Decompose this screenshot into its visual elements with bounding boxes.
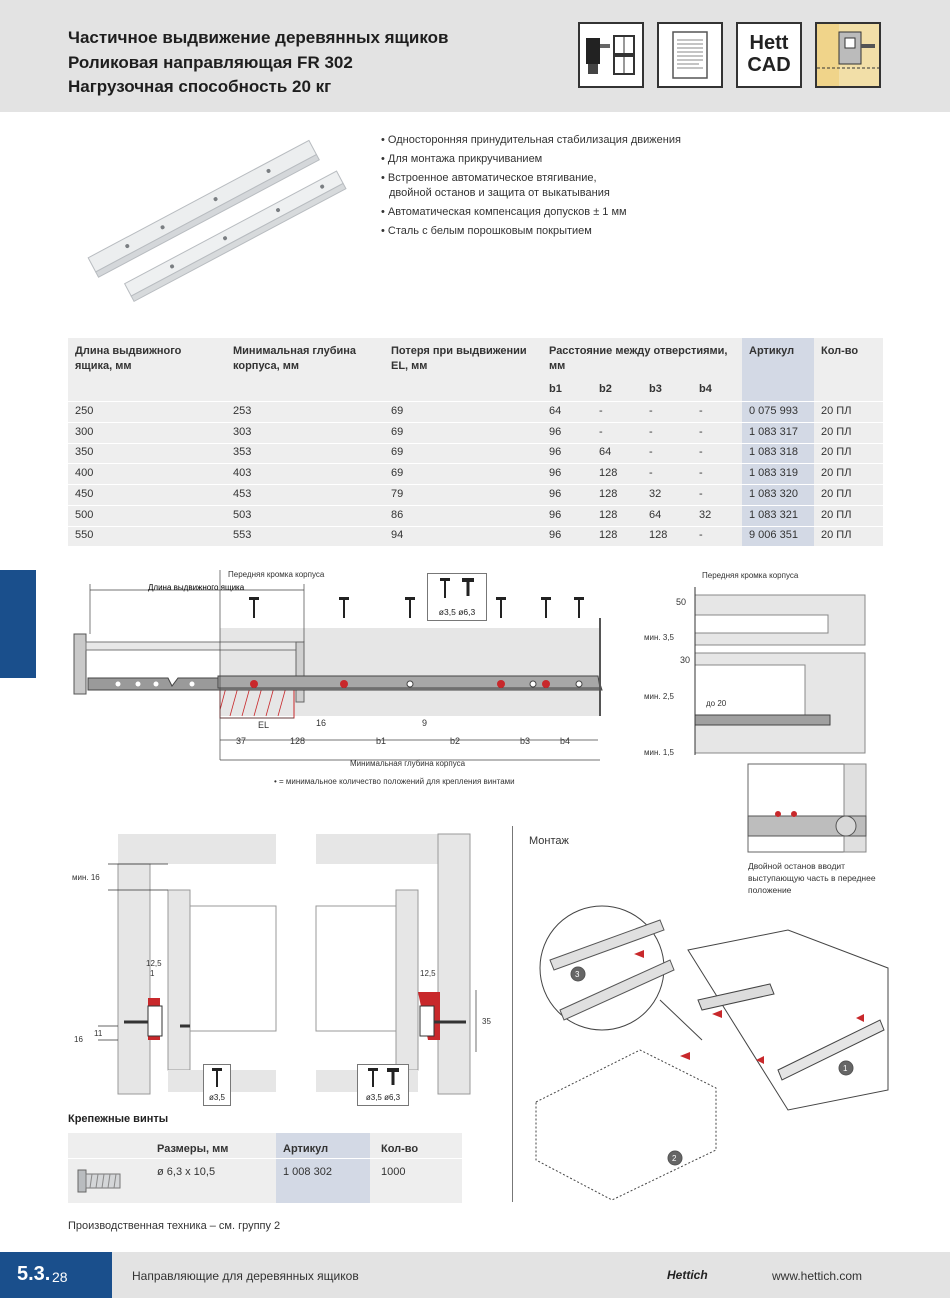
mounting-title: Монтаж xyxy=(529,835,569,847)
cell-loss: 79 xyxy=(391,487,404,500)
table-rule xyxy=(68,401,883,402)
cell-b4: - xyxy=(699,446,703,459)
dim-b2: b2 xyxy=(450,736,461,746)
cell-min-depth: 453 xyxy=(233,487,252,500)
screw-size-small: ø3,5 xyxy=(438,607,456,617)
screw-size-large: ø6,3 xyxy=(458,607,476,617)
dim-left-12-5: 12,5 xyxy=(146,959,162,968)
cell-min-depth: 303 xyxy=(233,425,252,438)
runner-photo xyxy=(70,135,360,325)
cell-length: 500 xyxy=(75,508,94,521)
page-number: 5.3. xyxy=(17,1263,51,1285)
dim-min-3-5: мин. 3,5 xyxy=(644,633,674,642)
dim-min-2-5: мин. 2,5 xyxy=(644,692,674,701)
cell-loss: 69 xyxy=(391,425,404,438)
double-stop-caption: Двойной останов вводит выступающую часть в переднее положение xyxy=(748,861,876,895)
table-rule xyxy=(68,526,883,527)
production-note: Производственная техника – см. группу 2 xyxy=(68,1220,281,1232)
cell-article: 1 083 321 xyxy=(749,508,798,521)
front-edge-detail-drawing xyxy=(640,565,870,760)
table-rule xyxy=(68,505,883,506)
cell-b3: 64 xyxy=(649,508,662,521)
footnote: • = минимальное количество положений для крепления винтами xyxy=(274,777,515,786)
cell-b2: - xyxy=(599,425,603,438)
cell-b1: 64 xyxy=(549,405,562,417)
cell-b3: - xyxy=(649,446,653,459)
cell-b1: 96 xyxy=(549,425,562,438)
page-title xyxy=(68,26,448,100)
cell-min-depth: 403 xyxy=(233,467,252,480)
cell-qty: 20 ПЛ xyxy=(821,529,852,542)
screw-article-value: 1 008 302 xyxy=(283,1166,332,1178)
feature-item: • Автоматическая компенсация допусков ± 1 мм xyxy=(381,206,627,218)
cell-b3: - xyxy=(649,467,653,480)
dim-b1: b1 xyxy=(376,736,387,746)
step-3: 3 xyxy=(575,970,580,979)
col-qty-header: Кол-во xyxy=(821,345,859,357)
screws-size-header: Размеры, мм xyxy=(157,1143,229,1155)
front-edge-label-side: Передняя кромка корпуса xyxy=(702,571,799,580)
title-line-2: Роликовая направляющая FR 302 xyxy=(68,52,353,72)
col-loss-header: Потеря при выдвижении EL, мм xyxy=(391,345,527,372)
dim-left-1: 1 xyxy=(150,969,155,978)
front-edge-label: Передняя кромка корпуса xyxy=(228,570,325,579)
cell-article: 1 083 317 xyxy=(749,425,798,438)
dim-el: EL xyxy=(258,720,270,730)
table-rule xyxy=(68,484,883,485)
section-tab xyxy=(0,570,36,678)
screws-qty-header: Кол-во xyxy=(381,1143,419,1155)
mounting-illustration xyxy=(520,890,890,1210)
col-holes-header: Расстояние между отверстиями, мм xyxy=(549,345,728,372)
cell-min-depth: 503 xyxy=(233,508,252,521)
cell-qty: 20 ПЛ xyxy=(821,487,852,500)
hettcad-icon[interactable]: Hett CAD xyxy=(736,22,802,88)
screw-legend xyxy=(427,573,487,621)
cell-b4: - xyxy=(699,529,703,542)
col-b1-header: b1 xyxy=(549,383,562,395)
col-b4-header: b4 xyxy=(699,383,712,395)
double-stop-drawing xyxy=(748,764,868,854)
left-screw-box xyxy=(203,1064,231,1106)
step-1: 1 xyxy=(843,1064,848,1073)
page-number-sub: 28 xyxy=(52,1269,68,1285)
col-b3-header: b3 xyxy=(649,383,662,395)
screws-article-header: Артикул xyxy=(283,1143,329,1155)
min-depth-label: Минимальная глубина корпуса xyxy=(350,759,466,768)
col-min-depth-header: Минимальная глубина корпуса, мм xyxy=(233,345,357,372)
cell-b2: 64 xyxy=(599,446,612,459)
cross-section-drawing xyxy=(68,830,491,1105)
cell-b2: 128 xyxy=(599,467,618,480)
cell-b1: 96 xyxy=(549,508,562,521)
cell-length: 400 xyxy=(75,467,94,480)
page-number-block xyxy=(0,1252,112,1298)
table-rule xyxy=(68,463,883,464)
footer-url[interactable]: www.hettich.com xyxy=(772,1269,863,1283)
runner-dimension-drawing xyxy=(68,560,618,800)
feature-item: • Встроенное автоматическое втягивание, xyxy=(381,172,597,184)
dim-up-to-20: до 20 xyxy=(706,699,727,708)
title-line-3: Нагрузочная способность 20 кг xyxy=(68,77,332,96)
cell-b2: - xyxy=(599,405,603,417)
cell-b4: 32 xyxy=(699,508,712,521)
cell-b2: 128 xyxy=(599,487,618,500)
cell-b2: 128 xyxy=(599,508,618,521)
cell-qty: 20 ПЛ xyxy=(821,446,852,459)
cell-loss: 94 xyxy=(391,529,404,542)
table-rule xyxy=(68,443,883,444)
cell-qty: 20 ПЛ xyxy=(821,467,852,480)
cell-min-depth: 553 xyxy=(233,529,252,542)
title-line-1: Частичное выдвижение деревянных ящиков xyxy=(68,28,449,47)
cell-length: 550 xyxy=(75,529,94,542)
divider xyxy=(512,826,513,1202)
right-screw-label: ø3,5 ø6,3 xyxy=(365,1093,401,1102)
cell-article: 0 075 993 xyxy=(749,405,798,417)
cell-qty: 20 ПЛ xyxy=(821,405,852,417)
euro-screw-image xyxy=(74,1164,126,1196)
cell-length: 300 xyxy=(75,425,94,438)
screws-title: Крепежные винты xyxy=(68,1113,169,1125)
footer-section: Направляющие для деревянных ящиков xyxy=(132,1269,359,1283)
brand-logo: Hettich xyxy=(667,1268,708,1282)
cell-b1: 96 xyxy=(549,529,562,542)
left-screw-label: ø3,5 xyxy=(208,1093,225,1102)
screw-icon xyxy=(205,1065,229,1091)
cell-b3: - xyxy=(649,405,653,417)
screw-icon xyxy=(359,1065,407,1091)
cell-b1: 96 xyxy=(549,446,562,459)
cell-article: 1 083 320 xyxy=(749,487,798,500)
cell-article: 1 083 319 xyxy=(749,467,798,480)
dim-right-12-5: 12,5 xyxy=(420,969,436,978)
cell-b3: 128 xyxy=(649,529,668,542)
dim-left-16: 16 xyxy=(74,1035,83,1044)
cell-b3: - xyxy=(649,425,653,438)
cell-b2: 128 xyxy=(599,529,618,542)
dim-30: 30 xyxy=(680,655,691,665)
feature-list xyxy=(381,133,801,243)
cell-b4: - xyxy=(699,425,703,438)
drill-assembly-icon[interactable] xyxy=(578,22,644,88)
screw-qty-value: 1000 xyxy=(381,1166,406,1178)
right-screw-box xyxy=(357,1064,409,1106)
dim-min-16: мин. 16 xyxy=(72,873,100,882)
feature-item: • Сталь с белым порошковым покрытием xyxy=(381,225,592,237)
cell-b4: - xyxy=(699,467,703,480)
cell-loss: 69 xyxy=(391,446,404,459)
cell-loss: 69 xyxy=(391,467,404,480)
cell-min-depth: 253 xyxy=(233,405,252,417)
dim-min-1-5: мин. 1,5 xyxy=(644,748,674,757)
cell-b1: 96 xyxy=(549,467,562,480)
cell-b3: 32 xyxy=(649,487,662,500)
cell-min-depth: 353 xyxy=(233,446,252,459)
dim-b4: b4 xyxy=(560,736,571,746)
fitting-detail-icon[interactable] xyxy=(815,22,881,88)
cell-b1: 96 xyxy=(549,487,562,500)
feature-item: • Для монтажа прикручиванием xyxy=(381,153,543,165)
dim-right-35: 35 xyxy=(482,1017,491,1026)
document-icon[interactable] xyxy=(657,22,723,88)
cell-article: 9 006 351 xyxy=(749,529,798,542)
dim-b3: b3 xyxy=(520,736,531,746)
col-b2-header: b2 xyxy=(599,383,612,395)
dim-128: 128 xyxy=(290,736,306,746)
dim-9: 9 xyxy=(422,718,428,728)
table-rule xyxy=(68,422,883,423)
screw-size-value: ø 6,3 x 10,5 xyxy=(157,1166,216,1178)
cell-qty: 20 ПЛ xyxy=(821,508,852,521)
feature-item-continued: двойной останов и защита от выкатывания xyxy=(389,187,610,199)
drawer-length-label: Длина выдвижного ящика xyxy=(148,583,245,592)
dim-50: 50 xyxy=(676,597,687,607)
cell-length: 350 xyxy=(75,446,94,459)
dim-16: 16 xyxy=(316,718,327,728)
cell-length: 450 xyxy=(75,487,94,500)
cell-loss: 86 xyxy=(391,508,404,521)
cell-qty: 20 ПЛ xyxy=(821,425,852,438)
feature-item: • Односторонняя принудительная стабилизация движения xyxy=(381,134,681,146)
cell-article: 1 083 318 xyxy=(749,446,798,459)
cell-length: 250 xyxy=(75,405,94,417)
col-length-header: Длина выдвижного ящика, мм xyxy=(75,345,182,372)
col-article-header: Артикул xyxy=(749,345,795,357)
dim-left-11: 11 xyxy=(94,1029,103,1038)
cell-b4: - xyxy=(699,405,703,417)
step-2: 2 xyxy=(672,1154,677,1163)
table-rule xyxy=(68,1158,462,1159)
dim-37: 37 xyxy=(236,736,247,746)
screw-icon xyxy=(428,574,486,602)
cell-loss: 69 xyxy=(391,405,404,417)
cell-b4: - xyxy=(699,487,703,500)
